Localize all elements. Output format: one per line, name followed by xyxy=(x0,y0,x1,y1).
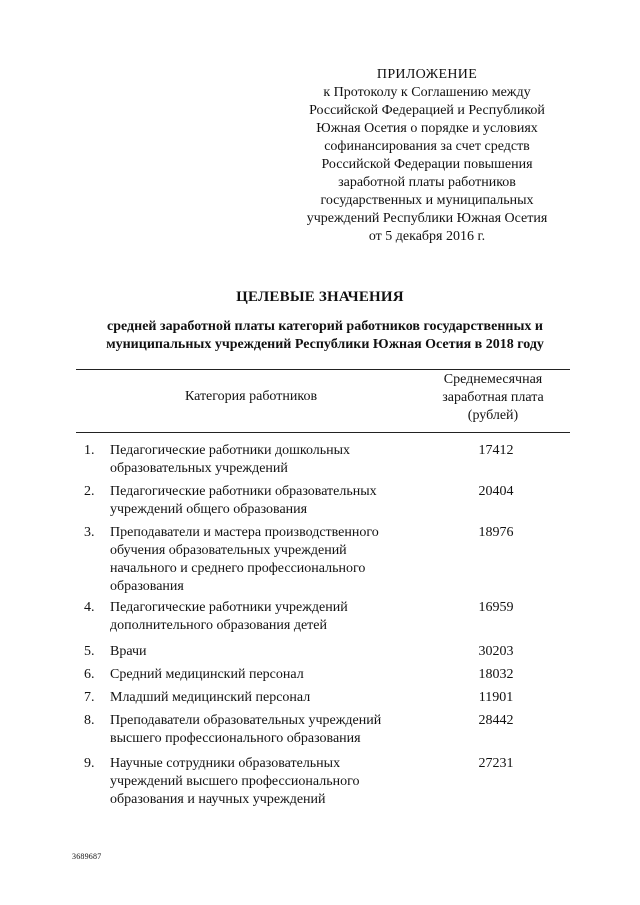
category-line: дополнительного образования детей xyxy=(110,618,327,633)
appendix-line: софинансирования за счет средств xyxy=(324,139,530,154)
row-salary: 28442 xyxy=(478,713,514,728)
row-number: 2. xyxy=(84,484,95,499)
appendix-line: Российской Федерации повышения xyxy=(321,157,533,172)
salary-header-line: заработная плата xyxy=(442,390,544,405)
appendix-line: государственных и муниципальных xyxy=(320,193,534,208)
row-category xyxy=(110,689,440,707)
category-line: начального и среднего профессионального xyxy=(110,561,366,576)
appendix-line: заработной платы работников xyxy=(338,175,516,190)
category-line: обучения образовательных учреждений xyxy=(110,543,347,558)
row-number: 7. xyxy=(84,690,95,705)
row-number: 8. xyxy=(84,713,95,728)
appendix-heading: ПРИЛОЖЕНИЕ xyxy=(376,67,478,82)
appendix-line: учреждений Республики Южная Осетия xyxy=(306,211,548,226)
row-category xyxy=(110,643,440,661)
row-number: 6. xyxy=(84,667,95,682)
table-top-rule xyxy=(76,369,570,370)
row-salary: 30203 xyxy=(478,644,514,659)
row-category xyxy=(110,712,440,748)
appendix-line: к Протоколу к Соглашению между xyxy=(323,85,531,100)
appendix-line: Российской Федерацией и Республикой xyxy=(309,103,545,118)
salary-header-line: (рублей) xyxy=(467,408,519,423)
column-header-category: Категория работников xyxy=(184,389,318,404)
column-header-salary xyxy=(416,371,570,425)
subtitle-line: муниципальных учреждений Республики Южная Осетия в 2018 году xyxy=(106,337,544,352)
row-salary: 18976 xyxy=(478,525,514,540)
category-line: учреждений высшего профессионального xyxy=(110,774,360,789)
category-line: высшего профессионального образования xyxy=(110,731,361,746)
row-salary: 20404 xyxy=(478,484,514,499)
table-header-rule xyxy=(76,432,570,433)
row-salary: 17412 xyxy=(478,443,514,458)
row-category xyxy=(110,442,440,478)
salary-header-line: Среднемесячная xyxy=(443,372,543,387)
document-subtitle xyxy=(60,318,590,354)
row-category xyxy=(110,483,440,519)
category-line: учреждений общего образования xyxy=(110,502,308,517)
row-number: 5. xyxy=(84,644,95,659)
row-category xyxy=(110,524,440,596)
category-line: Младший медицинский персонал xyxy=(110,690,311,705)
row-category xyxy=(110,599,440,635)
row-salary: 18032 xyxy=(478,667,514,682)
category-line: образовательных учреждений xyxy=(110,461,288,476)
category-line: Врачи xyxy=(110,644,147,659)
appendix-date: от 5 декабря 2016 г. xyxy=(368,229,486,244)
category-line: Педагогические работники дошкольных xyxy=(110,443,351,458)
category-line: Преподаватели образовательных учреждений xyxy=(110,713,382,728)
row-salary: 16959 xyxy=(478,600,514,615)
row-category xyxy=(110,666,440,684)
category-line: Научные сотрудники образовательных xyxy=(110,756,341,771)
appendix-line: Южная Осетия о порядке и условиях xyxy=(316,121,538,136)
category-line: Педагогические работники учреждений xyxy=(110,600,348,615)
document-title: ЦЕЛЕВЫЕ ЗНАЧЕНИЯ xyxy=(236,289,404,305)
row-number: 4. xyxy=(84,600,95,615)
row-salary: 11901 xyxy=(478,690,514,705)
document-code: 3689687 xyxy=(72,852,102,861)
row-category xyxy=(110,755,440,809)
category-line: образования xyxy=(110,579,184,594)
row-number: 3. xyxy=(84,525,95,540)
category-line: Педагогические работники образовательных xyxy=(110,484,377,499)
category-line: Преподаватели и мастера производственного xyxy=(110,525,379,540)
row-number: 9. xyxy=(84,756,95,771)
category-line: Средний медицинский персонал xyxy=(110,667,304,682)
appendix-block xyxy=(292,66,562,246)
subtitle-line: средней заработной платы категорий работников государственных и xyxy=(107,319,543,334)
row-salary: 27231 xyxy=(478,756,514,771)
row-number: 1. xyxy=(84,443,95,458)
category-line: образования и научных учреждений xyxy=(110,792,326,807)
